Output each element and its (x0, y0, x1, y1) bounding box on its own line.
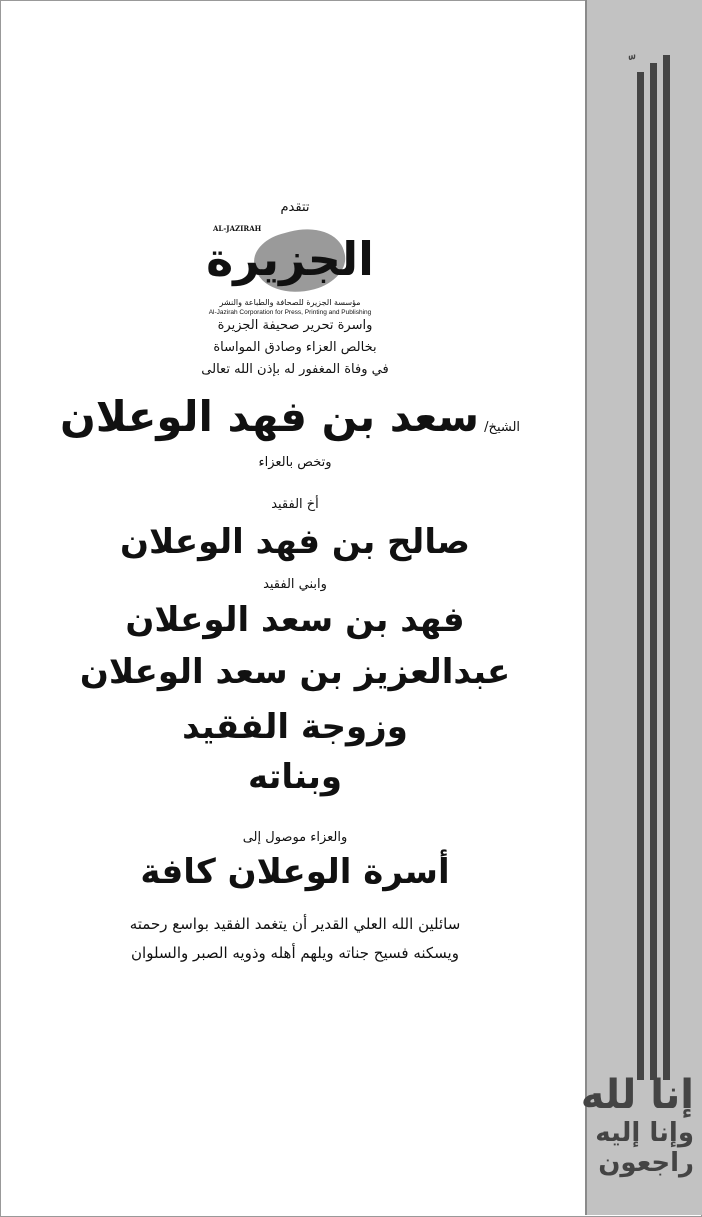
vertical-bar (650, 63, 657, 1080)
logo-english: AL-JAZIRAH (213, 224, 262, 233)
sons-label: وابني الفقيد (263, 577, 327, 592)
condolence-line: في وفاة المغفور له بإذن الله تعالى (201, 362, 389, 377)
side-text-line: إنا لله (580, 1072, 694, 1118)
condolence-line: بخالص العزاء وصادق المواساة (213, 340, 377, 355)
deceased-line (40, 392, 540, 441)
prayer-line: ويسكنه فسيح جناته ويلهم أهله وذويه الصبر والسلوان (131, 944, 459, 962)
logo-arabic: الجزيرة (206, 232, 374, 286)
daughters-line: وبناته (248, 757, 342, 797)
brother-label: أخ الفقيد (271, 497, 319, 512)
presenter-intro: تتقدم (280, 200, 310, 215)
extended-label: والعزاء موصول إلى (242, 830, 348, 845)
son-name: عبدالعزيز بن سعد الوعلان (79, 652, 511, 692)
side-text-line: وإنا إليه (595, 1118, 694, 1148)
side-text-line: راجعون (598, 1148, 694, 1178)
staff-line: واسرة تحرير صحيفة الجزيرة (217, 318, 373, 333)
special-intro: وتخص بالعزاء (258, 455, 332, 470)
al-jazirah-logo (205, 222, 375, 302)
wife-line: وزوجة الفقيد (182, 707, 408, 747)
vertical-bar (637, 72, 644, 1080)
son-name: فهد بن سعد الوعلان (125, 600, 465, 640)
brother-name: صالح بن فهد الوعلان (120, 522, 470, 562)
prayer-line: سائلين الله العلي القدير أن يتغمد الفقيد بواسع رحمته (129, 915, 461, 933)
deceased-title: الشيخ/ (484, 420, 521, 435)
family-name: أسرة الوعلان كافة (140, 852, 450, 892)
corporation-english: Al-Jazirah Corporation for Press, Printing and Publishing (208, 309, 372, 316)
corporation-arabic: مؤسسة الجزيرة للصحافة والطباعة والنشر (219, 298, 361, 307)
deceased-name: سعد بن فهد الوعلان (59, 392, 480, 441)
vertical-bar (663, 55, 670, 1080)
